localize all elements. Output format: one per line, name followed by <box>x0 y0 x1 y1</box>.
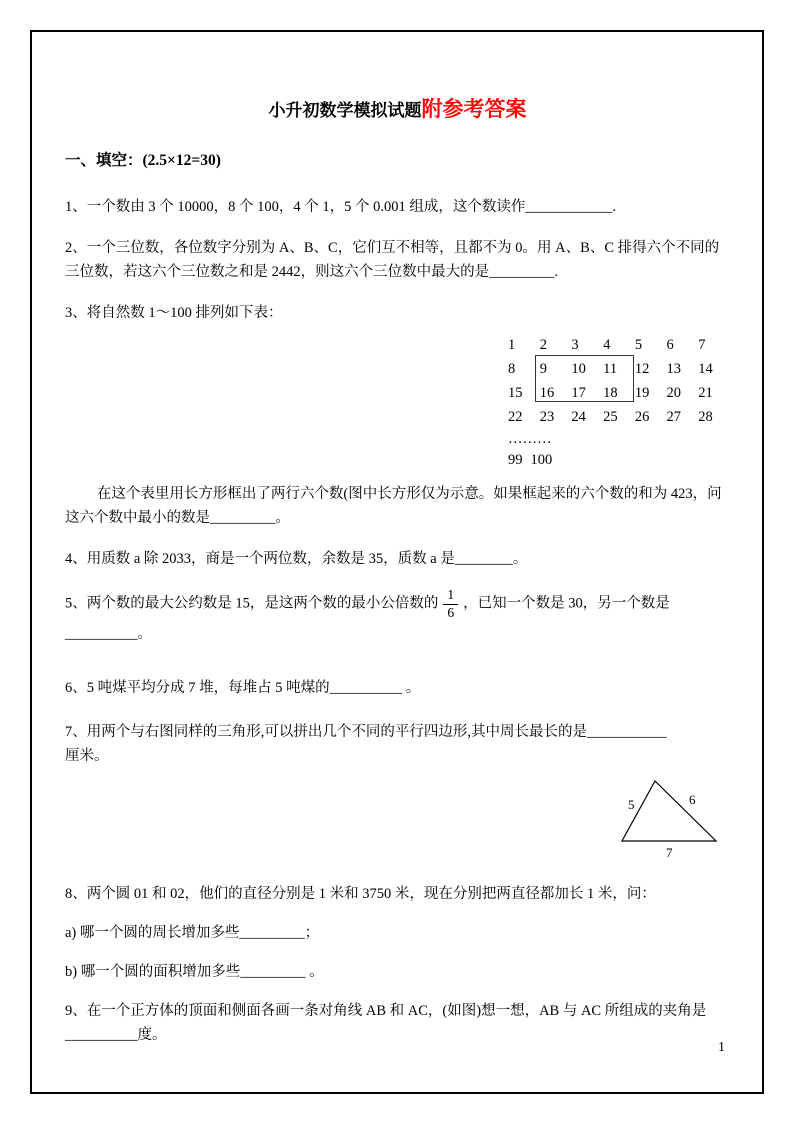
question-7-line1: 7、用两个与右图同样的三角形,可以拼出几个不同的平行四边形,其中周长最长的是___________ <box>65 723 667 740</box>
triangle-shape <box>622 781 716 841</box>
question-8: 8、两个圆 01 和 02，他们的直径分别是 1 米和 3750 米，现在分别把两直径都加长 1 米，问： <box>65 885 656 902</box>
table-cell: 1 <box>508 337 516 353</box>
table-cell: 2 <box>539 337 547 353</box>
table-cell: 28 <box>698 409 713 425</box>
triangle-side-label-bottom: 7 <box>666 844 673 860</box>
question-3-paragraph: 在这个表里用长方形框出了两行六个数(图中长方形仅为示意。如果框起来的六个数的和为 423，问这六个数中最小的数是_________。 <box>65 486 722 526</box>
fraction-denominator: 6 <box>447 604 455 620</box>
triangle-side-label-left: 5 <box>628 796 635 812</box>
fraction-numerator: 1 <box>443 587 458 605</box>
table-cell: 16 <box>539 385 555 401</box>
table-cell: 100 <box>530 452 553 468</box>
table-cell: 8 <box>508 361 516 377</box>
triangle-figure <box>620 778 730 860</box>
question-7-line2: 厘米。 <box>65 747 109 764</box>
question-8a: a) 哪一个圆的周长增加多些_________； <box>65 924 320 941</box>
question-3-intro: 3、将自然数 1～100 排列如下表： <box>65 305 283 321</box>
table-cell: 23 <box>539 409 555 425</box>
table-cell: 25 <box>603 409 618 425</box>
question-5-blank: __________。 <box>65 625 152 642</box>
title-main: 小升初数学模拟试题 <box>268 101 422 120</box>
table-cell: 11 <box>603 361 618 377</box>
table-cell: 21 <box>698 385 713 401</box>
section-heading: 一、填空：(2.5×12=30) <box>65 152 221 169</box>
number-table <box>508 333 730 472</box>
question-5-text-after: ，已知一个数是 30，另一个数是 <box>463 595 670 612</box>
table-cell: 17 <box>571 385 586 401</box>
table-cell: 12 <box>634 361 650 377</box>
table-cell: 7 <box>698 337 706 353</box>
question-6: 6、5 吨煤平均分成 7 堆，每堆占 5 吨煤的__________ 。 <box>65 679 421 696</box>
question-5 <box>65 587 730 646</box>
question-2: 2、一个三位数，各位数字分别为 A、B、C，它们互不相等，且都不为 0。用 A、B、C 排得六个不同的三位数，若这六个三位数之和是 2442，则这六个三位数中最大的是_________. <box>65 240 720 280</box>
title-answer-suffix: 附参考答案 <box>421 97 527 121</box>
question-1: 1、一个数由 3 个 10000，8 个 100，4 个 1，5 个 0.001 组成，这个数读作____________. <box>65 199 616 215</box>
table-row <box>508 333 730 357</box>
table-cell: 9 <box>539 361 547 377</box>
table-cell: 3 <box>571 337 579 353</box>
table-cell: 19 <box>634 385 650 401</box>
table-cell: 26 <box>634 409 650 425</box>
table-row <box>508 381 730 405</box>
number-table-grid <box>508 333 730 429</box>
table-cell: 14 <box>698 361 713 377</box>
table-cell: 18 <box>603 385 618 401</box>
triangle-svg <box>620 778 730 860</box>
page-content <box>65 96 730 1047</box>
table-cell: 15 <box>508 385 523 401</box>
question-9: 9、在一个正方体的顶面和侧面各画一条对角线 AB 和 AC，(如图)想一想，AB 与 AC 所组成的夹角是__________度。 <box>65 1002 707 1043</box>
table-cell: 13 <box>666 361 682 377</box>
table-row <box>508 405 730 429</box>
table-tail <box>508 449 730 472</box>
table-cell: 10 <box>571 361 586 377</box>
page-number: 1 <box>718 1040 725 1055</box>
question-5-text-before: 5、两个数的最大公约数是 15，是这两个数的最小公倍数的 <box>65 595 439 612</box>
table-cell: 99 <box>508 452 523 468</box>
table-cell: 4 <box>603 337 611 353</box>
table-row <box>508 357 730 381</box>
table-cell: 5 <box>634 337 643 353</box>
table-cell: 22 <box>508 409 523 425</box>
table-ellipsis: ……… <box>508 431 552 447</box>
table-cell: 27 <box>666 409 682 425</box>
question-4: 4、用质数 a 除 2033，商是一个两位数，余数是 35，质数 a 是________。 <box>65 551 528 567</box>
doc-title <box>65 96 730 125</box>
table-cell: 24 <box>571 409 586 425</box>
fraction-one-sixth <box>443 587 458 622</box>
triangle-side-label-right: 6 <box>689 791 696 807</box>
question-8b: b) 哪一个圆的面积增加多些_________ 。 <box>65 963 324 980</box>
table-cell: 20 <box>666 385 682 401</box>
table-cell: 6 <box>666 337 674 353</box>
question-7 <box>65 720 730 768</box>
